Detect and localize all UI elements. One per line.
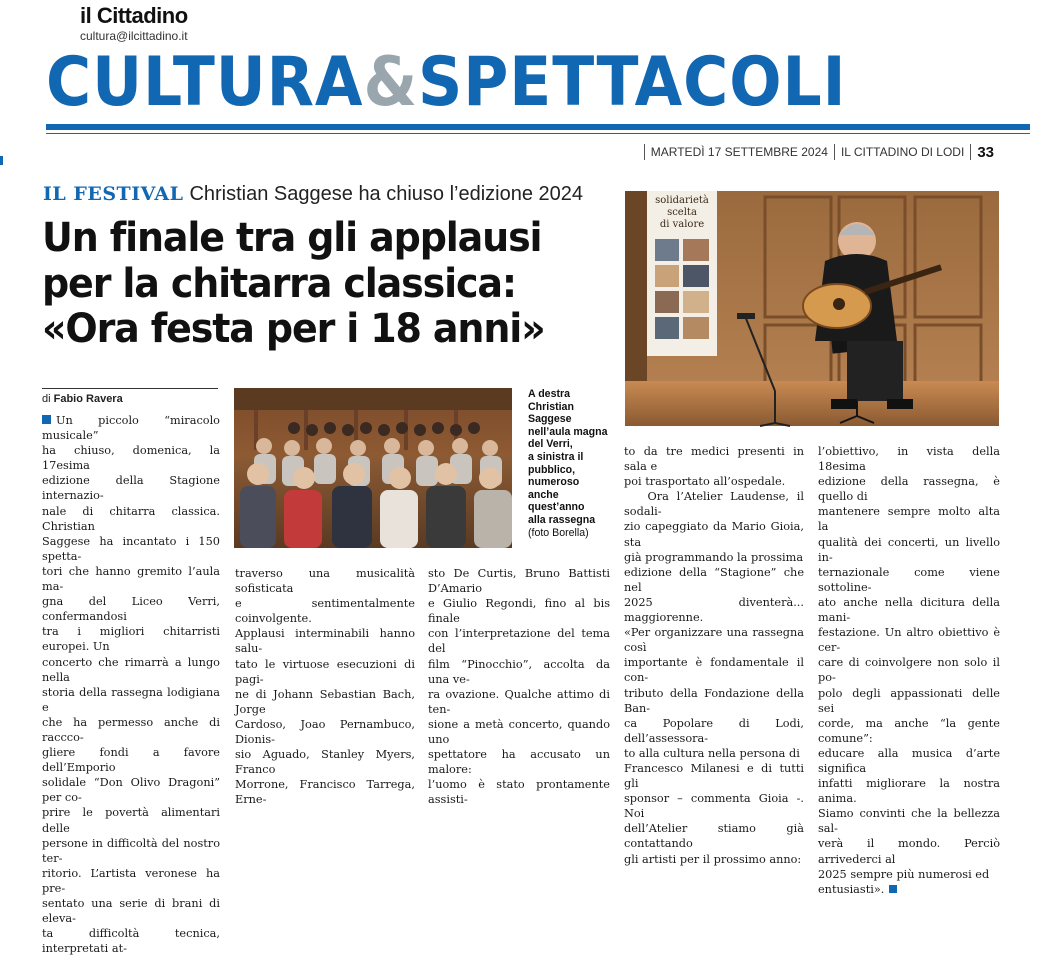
caption-line: quest’anno — [528, 501, 585, 514]
page-number: 33 — [977, 143, 994, 161]
text-line: infatti migliorare la nostra anima. — [818, 777, 1000, 806]
text-line: festazione. Un altro obiettivo è cer- — [818, 626, 1000, 655]
section-title-ampersand: & — [363, 43, 419, 122]
kicker-text: Christian Saggese ha chiuso l’edizione 2024 — [189, 183, 584, 205]
audience-photo-illustration — [234, 388, 512, 548]
text-line: film “Pinocchio”, accolta da una ve- — [428, 657, 610, 686]
text-line: tori che hanno gremito l’aula ma- — [42, 564, 220, 594]
newspaper-edition: IL CITTADINO DI LODI — [840, 145, 965, 159]
pagebar-divider — [834, 144, 835, 160]
text-line: Francesco Milanesi e di tutti gli — [624, 761, 804, 791]
text-line: con l’interpretazione del tema del — [428, 627, 610, 656]
article-headline — [42, 216, 622, 353]
text-line: solidale “Don Olivo Dragoni” per co- — [42, 776, 220, 805]
text-line: ternazionale come viene sottoline- — [818, 565, 1000, 594]
byline-prefix: di — [42, 393, 51, 405]
byline-rule — [42, 388, 218, 389]
issue-date: MARTEDÌ 17 SETTEMBRE 2024 — [650, 145, 828, 159]
text-line: Un piccolo “miracolo musicale” — [42, 414, 220, 443]
article-column-3 — [428, 566, 610, 808]
caption-line: anche — [528, 488, 559, 501]
caption-line: alla rassegna — [528, 513, 596, 526]
text-line: sentato una serie di brani di eleva- — [42, 897, 220, 926]
banner-text: scelta — [667, 207, 697, 218]
headline-line: per la chitarra classica: — [42, 260, 516, 307]
text-line: Ora l’Atelier Laudense, il sodali- — [624, 490, 804, 519]
byline — [42, 393, 123, 405]
text-line: ato anche nella dicitura della mani- — [818, 595, 1000, 625]
caption-line: numeroso — [528, 476, 580, 489]
text-line: ta difficoltà tecnica, interpretati at- — [42, 927, 220, 956]
guitarist-photo-illustration — [625, 191, 999, 426]
text-line: che ha permesso anche di raccco- — [42, 715, 220, 744]
column-2-paragraph — [235, 566, 415, 808]
text-line: zio capeggiato da Mario Gioia, sta — [624, 520, 804, 549]
text-line: ritorio. L’artista veronese ha pre- — [42, 866, 220, 895]
pagebar-divider — [970, 144, 971, 160]
caption-line: A destra — [528, 388, 570, 400]
text-line: gli artisti per il prossimo anno: — [624, 852, 802, 866]
text-line: sto De Curtis, Bruno Battisti D’Amario — [428, 567, 610, 596]
text-line: l’uomo è stato prontamente assisti- — [428, 778, 610, 807]
column-1-paragraph — [42, 413, 220, 956]
section-email: cultura@ilcittadino.it — [80, 29, 188, 43]
column-4-paragraph — [624, 444, 804, 867]
text-line: educare alla musica d’arte significa — [818, 746, 1000, 775]
text-line: Saggese ha incantato i 150 spetta- — [42, 534, 220, 563]
section-title-part1: CULTURA — [46, 43, 364, 122]
text-line: importante è fondamentale il con- — [624, 656, 804, 685]
text-line: care di coinvolgere non solo il po- — [818, 656, 1000, 685]
text-line: nale di chitarra classica. Christian — [42, 504, 220, 533]
text-line: dell’Atelier stiamo già contattando — [624, 822, 804, 851]
text-line: gna del Liceo Verri, confermandosi — [42, 595, 220, 624]
article-column-4 — [624, 444, 804, 867]
text-line: e sentimentalmente coinvolgente. — [235, 597, 415, 626]
text-line: e Giulio Regondi, fino al bis finale — [428, 597, 610, 626]
text-line: già programmando la prossima — [624, 550, 804, 564]
guitarist-photo — [625, 191, 999, 426]
text-line: sio Aguado, Stanley Myers, Franco — [235, 748, 415, 777]
section-rule-thick — [46, 124, 1030, 130]
text-line: tributo della Fondazione della Ban- — [624, 686, 804, 715]
caption-line: nell’aula magna — [528, 425, 608, 438]
text-line: ra ovazione. Qualche attimo di ten- — [428, 687, 610, 716]
text-line: tato le virtuose esecuzioni di pagi- — [235, 657, 415, 686]
caption-line: a sinistra il — [528, 450, 584, 463]
article-column-5 — [818, 444, 1000, 897]
text-line: polo degli appassionati delle sei — [818, 686, 1000, 715]
article-kicker — [43, 183, 583, 206]
article-start-square-icon — [42, 415, 51, 424]
text-line: corde, ma anche “la gente comune”: — [818, 716, 1000, 745]
section-title — [46, 44, 846, 122]
text-line: gliere fondi a favore dell’Emporio — [42, 746, 220, 775]
article-end-square-icon — [889, 885, 897, 893]
newspaper-name: il Cittadino — [80, 3, 188, 28]
text-line: Siamo convinti che la bellezza sal- — [818, 807, 1000, 836]
text-line: to da tre medici presenti in sala e — [624, 445, 804, 474]
audience-photo — [234, 388, 512, 548]
text-line: persone in difficoltà del nostro ter- — [42, 836, 220, 865]
column-3-paragraph — [428, 566, 610, 808]
headline-line: Un finale tra gli applausi — [42, 215, 542, 261]
banner-text: di valore — [659, 219, 705, 230]
text-line: edizione della Stagione internazio- — [42, 474, 220, 503]
caption-line: del Verri, — [528, 438, 573, 451]
banner-text: solidarietà — [655, 195, 709, 206]
text-line: verà il mondo. Perciò arrivederci al — [818, 837, 1000, 866]
text-line: qualità dei concerti, un livello in- — [818, 535, 1000, 564]
text-line: sione a metà concerto, quando uno — [428, 717, 610, 747]
text-line: poi trasportato all’ospedale. — [624, 475, 786, 489]
text-line: ha chiuso, domenica, la 17esima — [42, 444, 220, 473]
byline-author: Fabio Ravera — [53, 393, 123, 405]
text-line: «Per organizzare una rassegna così — [624, 626, 804, 655]
caption-line: Saggese — [528, 413, 572, 426]
text-line: tra i migliori chitarristi europei. Un — [42, 625, 220, 654]
photo-caption — [528, 388, 620, 539]
headline-line: «Ora festa per i 18 anni» — [42, 306, 545, 352]
text-line: Applausi interminabili hanno salu- — [235, 627, 415, 656]
text-line: edizione della “Stagione” che nel — [624, 565, 804, 594]
text-line: storia della rassegna lodigiana e — [42, 685, 220, 714]
text-line: Cardoso, Joao Pernambuco, Dionis- — [235, 717, 415, 747]
text-line: prire le povertà alimentari delle — [42, 806, 220, 835]
pagebar-divider — [644, 144, 645, 160]
kicker-label: IL FESTIVAL — [43, 183, 184, 205]
caption-line: Christian — [528, 400, 574, 413]
article-column-2 — [235, 566, 415, 808]
section-title-part2: SPETTACOLI — [418, 43, 847, 122]
caption-line: pubblico, — [528, 463, 576, 476]
text-line: 2025 diventerà... maggiorenne. — [624, 595, 804, 625]
article-column-1 — [42, 413, 220, 956]
column-5-paragraph — [818, 444, 1000, 897]
caption-credit: (foto Borella) — [528, 526, 589, 539]
margin-marker — [0, 156, 3, 165]
page-info-bar — [638, 143, 994, 161]
text-line: concerto che rimarrà a lungo nella — [42, 655, 220, 684]
text-line: entusiasti». — [818, 882, 885, 896]
text-line: Morrone, Francisco Tarrega, Erne- — [235, 778, 415, 807]
text-line: edizione della rassegna, è quello di — [818, 475, 1000, 504]
text-line: ca Popolare di Lodi, dell’assessora- — [624, 716, 804, 745]
text-line: 2025 sempre più numerosi ed — [818, 867, 990, 881]
text-line: to alla cultura nella persona di — [624, 746, 800, 760]
text-line: sponsor – commenta Gioia -. Noi — [624, 792, 804, 821]
text-line: traverso una musicalità sofisticata — [235, 567, 415, 596]
text-line: l’obiettivo, in vista della 18esima — [818, 445, 1000, 474]
text-line: spettatore ha accusato un malore: — [428, 748, 610, 777]
text-line: ne di Johann Sebastian Bach, Jorge — [235, 687, 415, 716]
section-rule-thin — [46, 133, 1030, 134]
text-line: mantenere sempre molto alta la — [818, 505, 1000, 534]
